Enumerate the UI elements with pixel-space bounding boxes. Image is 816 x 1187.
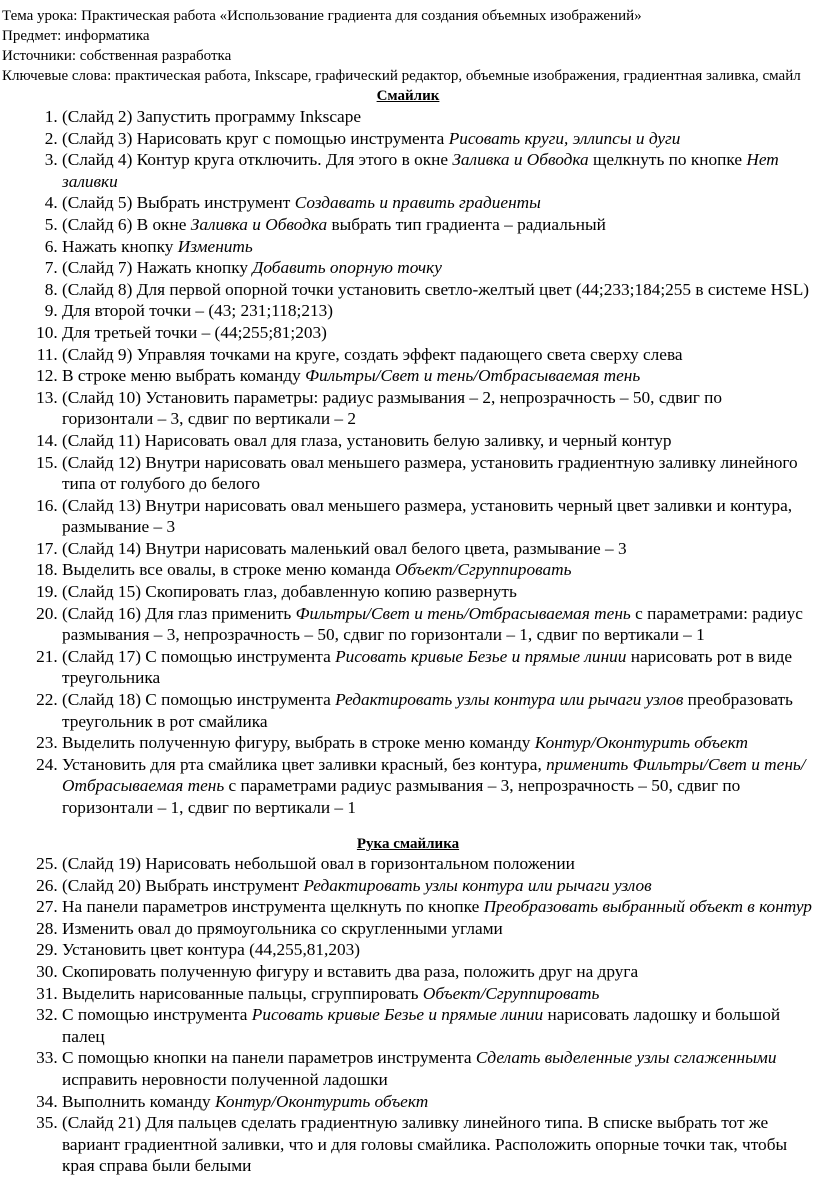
step-emphasis: Контур/Оконтурить объект [534,733,748,753]
step-emphasis: Заливка и Обводка [452,150,589,170]
step-text: (Слайд 21) Для пальцев сделать градиентную заливку линейного типа. В списке выбрать тот же вариант градиентной заливки, что и для головы смайлика. Расположить опорные точки так, чтобы края справа были белыми [62,1113,788,1176]
step-text: (Слайд 8) Для первой опорной точки установить светло-желтый цвет (44;233;184;255 в системе HSL) [62,279,810,299]
step-item [62,538,816,560]
step-text: Для третьей точки – (44;255;81;203) [62,322,327,342]
step-text: (Слайд 9) Управляя точками на круге, создать эффект падающего света сверху слева [62,344,683,364]
step-text: Для второй точки – (43; 231;118;213) [62,301,333,321]
lesson-topic: Тема урока: Практическая работа «Использование градиента для создания объемных изображений» [2,8,642,24]
step-item [62,452,816,495]
step-text: (Слайд 10) Установить параметры: радиус размывания – 2, непрозрачность – 50, сдвиг по горизонтали – 3, сдвиг по вертикали – 2 [62,387,722,429]
step-text: исправить неровности полученной ладошки [62,1069,388,1089]
step-text: (Слайд 17) С помощью инструмента [62,646,336,666]
step-text: Выделить все овалы, в строке меню команда [62,560,396,580]
step-text: (Слайд 18) С помощью инструмента [62,690,336,710]
step-item [62,939,816,961]
step-item [62,646,816,689]
step-item [62,300,816,322]
step-text: Нажать кнопку [62,236,178,256]
step-item [62,983,816,1005]
step-item [62,1091,816,1113]
step-item [62,732,816,754]
step-item [62,322,816,344]
step-emphasis: Рисовать кривые Безье и прямые линии [335,646,627,666]
step-text: нарисовать ладошку и большой палец [62,1005,781,1046]
step-emphasis: Создавать и править градиенты [294,193,541,213]
lesson-keywords: Ключевые слова: практическая работа, Inkscape, графический редактор, объемные изображения, градиентная заливка, смайл [2,68,801,84]
step-text: Установить цвет контура (44,255,81,203) [62,940,361,960]
step-text: Изменить овал до прямоугольника со скругленными углами [62,918,503,938]
step-text: (Слайд 6) В окне [62,214,191,234]
step-item [62,495,816,538]
step-emphasis: Изменить [177,236,253,256]
step-emphasis: Объект/Сгруппировать [422,983,600,1003]
step-text: (Слайд 12) Внутри нарисовать овал меньшего размера, установить градиентную заливку линейного типа от голубого до белого [62,452,798,494]
step-item [62,603,816,646]
step-text: С помощью кнопки на панели параметров инструмента [62,1048,476,1068]
step-item [62,754,816,819]
step-text: (Слайд 7) Нажать кнопку [62,258,253,278]
step-text: С помощью инструмента [62,1005,252,1025]
lesson-subject: Предмет: информатика [2,28,150,44]
step-emphasis: Заливка и Обводка [190,214,328,234]
step-item [62,853,816,875]
step-item [62,1047,816,1090]
steps-list-smiley-hand [0,853,816,1177]
step-text: В строке меню выбрать команду [62,366,306,386]
lesson-sources: Источники: собственная разработка [2,48,232,64]
step-text: (Слайд 3) Нарисовать круг с помощью инструмента [62,128,449,148]
step-text: (Слайд 5) Выбрать инструмент [62,193,295,213]
step-item [62,961,816,983]
step-item [62,344,816,366]
step-text: щелкнуть по кнопке [588,150,747,170]
step-item [62,365,816,387]
step-text: с параметрами: радиус размывания – 3, непрозрачность – 50, сдвиг по горизонтали – 1, сдвиг по вертикали – 1 [62,603,803,645]
step-text: (Слайд 16) Для глаз применить [62,603,296,623]
steps-list-smiley [0,106,816,819]
step-emphasis: Редактировать узлы контура или рычаги узлов [303,875,652,895]
step-text: (Слайд 4) Контур круга отключить. Для этого в окне [62,150,453,170]
step-text: преобразовать треугольник в рот смайлика [62,690,793,731]
step-text: Выделить нарисованные пальцы, сгруппировать [62,983,423,1003]
step-item [62,1112,816,1177]
step-emphasis: Сделать выделенные узлы сглаженными [475,1048,777,1068]
step-item [62,106,816,128]
step-item [62,214,816,236]
step-item [62,1004,816,1047]
step-item [62,689,816,732]
step-text: (Слайд 2) Запустить программу Inkscape [62,107,362,126]
step-emphasis: Фильтры/Свет и тень/Отбрасываемая тень [305,366,641,386]
section-title-smiley: Смайлик [376,88,440,104]
step-text: выбрать тип градиента – радиальный [327,214,606,234]
step-emphasis: Фильтры/Свет и тень/Отбрасываемая тень [295,603,631,623]
step-emphasis: Объект/Сгруппировать [395,560,572,580]
step-text: Выделить полученную фигуру, выбрать в строке меню команду [62,733,535,753]
step-item [62,559,816,581]
step-text: (Слайд 14) Внутри нарисовать маленький овал белого цвета, размывание – 3 [62,538,627,558]
step-item [62,430,816,452]
step-item [62,128,816,150]
step-item [62,918,816,940]
step-item [62,387,816,430]
step-emphasis: Преобразовать выбранный объект в контур [483,897,812,917]
step-text: Скопировать полученную фигуру и вставить два раза, положить друг на друга [62,961,639,981]
step-text: На панели параметров инструмента щелкнуть по кнопке [62,897,484,917]
step-item [62,896,816,918]
step-text: Установить для рта смайлика цвет заливки красный, без контура, [62,754,547,774]
step-item [62,875,816,897]
step-item [62,149,816,192]
step-text: с параметрами радиус размывания – 3, непрозрачность – 50, сдвиг по горизонтали – 1, сдвиг по вертикали – 1 [62,776,741,817]
step-text: (Слайд 11) Нарисовать овал для глаза, установить белую заливку, и черный контур [62,430,672,450]
step-emphasis: Контур/Оконтурить объект [215,1091,429,1111]
section-title-smiley-hand: Рука смайлика [356,836,460,852]
step-item [62,581,816,603]
step-emphasis: Рисовать кривые Безье и прямые линии [251,1005,544,1025]
step-item [62,192,816,214]
step-text: нарисовать рот в виде треугольника [62,646,793,688]
step-emphasis: Добавить опорную точку [252,258,442,278]
step-text: (Слайд 20) Выбрать инструмент [62,875,304,895]
step-emphasis: применить Фильтры/Свет и тень/Отбрасываемая тень [62,754,806,796]
step-item [62,236,816,258]
step-text: (Слайд 13) Внутри нарисовать овал меньшего размера, установить черный цвет заливки и контура, размывание – 3 [62,495,793,537]
step-emphasis: Редактировать узлы контура или рычаги узлов [335,690,684,710]
step-text: (Слайд 19) Нарисовать небольшой овал в горизонтальном положении [62,854,575,873]
step-item [62,279,816,301]
step-text: Выполнить команду [62,1091,215,1111]
step-text: (Слайд 15) Скопировать глаз, добавленную копию развернуть [62,582,517,602]
step-item [62,257,816,279]
step-emphasis: Рисовать круги, эллипсы и дуги [448,128,681,148]
step-emphasis: Нет заливки [62,150,779,191]
